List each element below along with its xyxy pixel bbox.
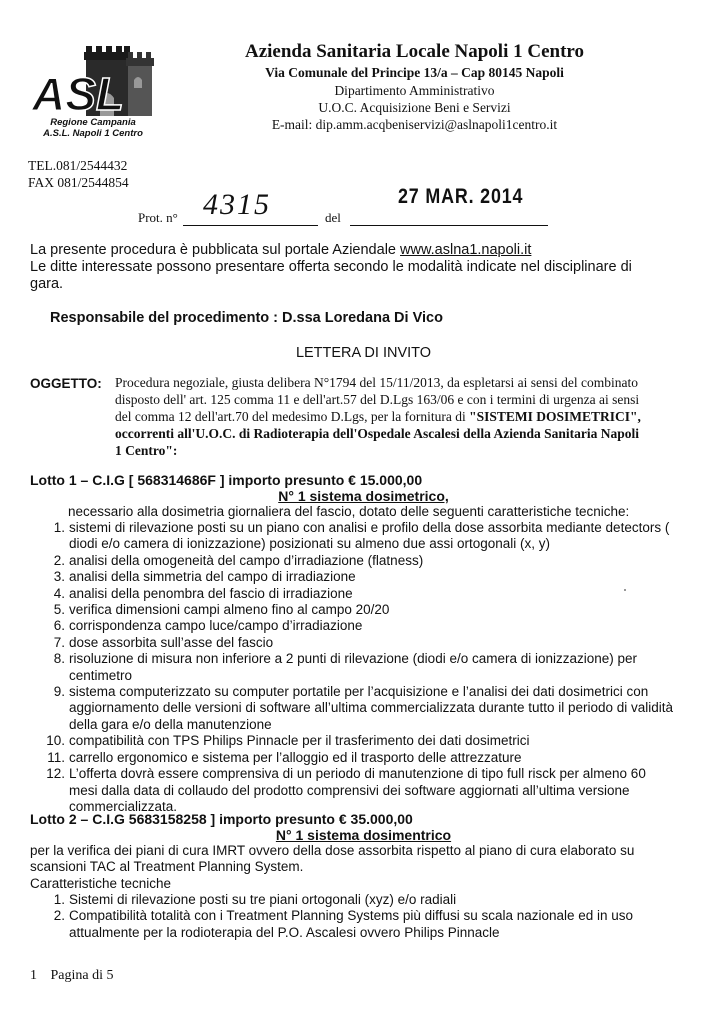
lot2-desc-line: Caratteristiche tecniche bbox=[30, 875, 172, 891]
procedure-manager: Responsabile del procedimento : D.ssa Loredana Di Vico bbox=[50, 310, 443, 326]
item-text: Sistemi di rilevazione posti su tre piani ortogonali (xyz) e/o radiali bbox=[69, 892, 457, 907]
intro-line2: Le ditte interessate possono presentare offerta secondo le modalità indicate nel disciplinare di bbox=[30, 259, 632, 275]
item-text: carrello ergonomico e sistema per l’alloggio ed il trasporto delle attrezzature bbox=[69, 749, 522, 765]
requirement-item bbox=[45, 618, 675, 634]
item-text: L’offerta dovrà essere comprensiva di un periodo di manutenzione di tipo full risck per almeno 60 mesi dalla data di collaudo del prodotto comprensivi dei software aggiornati all’ultima versione commercializzata. bbox=[69, 766, 646, 814]
item-number: 8. bbox=[53, 651, 65, 667]
protocol-number-line bbox=[183, 225, 318, 226]
requirement-item bbox=[45, 635, 675, 651]
org-email: E-mail: dip.amm.acqbeniservizi@aslnapoli1centro.it bbox=[271, 117, 558, 132]
lot2-description bbox=[30, 843, 634, 892]
subject-line: del comma 12 dell'art.70 del medesimo D.Lgs, per la fornitura di bbox=[115, 409, 470, 424]
logo-caption-region: Regione Campania bbox=[50, 117, 136, 128]
item-number: 4. bbox=[53, 585, 65, 601]
subject-line-bold: 1 Centro": bbox=[115, 443, 178, 458]
requirement-item bbox=[45, 651, 675, 684]
letterhead bbox=[232, 40, 597, 133]
page-footer bbox=[30, 968, 114, 984]
requirement-item bbox=[45, 892, 675, 908]
item-text: sistema computerizzato su computer portatile per l’acquisizione e l’analisi dei dati dosimetrici con aggiornamento delle versioni di software all’ultima commercializzata durante tutto il periodo di validità della gara e/o della manutenzione bbox=[69, 684, 674, 732]
item-text: dose assorbita sull’asse del fascio bbox=[69, 634, 274, 650]
item-number: 11. bbox=[47, 749, 65, 765]
requirement-item bbox=[45, 750, 675, 766]
logo-caption-asl: A.S.L. Napoli 1 Centro bbox=[43, 128, 143, 139]
page-number: 1 bbox=[30, 968, 37, 983]
requirement-item bbox=[45, 684, 675, 733]
document-title: LETTERA DI INVITO bbox=[295, 345, 432, 361]
svg-text:ASL: ASL bbox=[32, 68, 124, 120]
requirement-item bbox=[45, 908, 675, 941]
lot1-intro: necessario alla dosimetria giornaliera del fascio, dotato delle seguenti caratteristiche tecniche: bbox=[68, 504, 630, 519]
item-text: compatibilità con TPS Philips Pinnacle per il trasferimento dei dati dosimetrici bbox=[69, 733, 530, 749]
lot2-title: Lotto 2 – C.I.G 5683158258 ] importo presunto € 35.000,00 bbox=[30, 811, 413, 827]
portal-link[interactable]: www.aslna1.napoli.it bbox=[400, 242, 532, 258]
org-unit: U.O.C. Acquisizione Beni e Servizi bbox=[318, 100, 511, 115]
item-text: analisi della penombra del fascio di irradiazione bbox=[69, 585, 353, 601]
item-number: 5. bbox=[53, 602, 65, 618]
item-number: 10. bbox=[46, 733, 65, 749]
org-address: Via Comunale del Principe 13/a – Cap 80145 Napoli bbox=[265, 65, 564, 80]
lot2-desc-line: per la verifica dei piani di cura IMRT ovvero della dose assorbita rispetto al piano di cura elaborato su bbox=[30, 843, 635, 858]
requirement-item bbox=[45, 733, 675, 749]
item-text: risoluzione di misura non inferiore a 2 punti di rilevazione (diodi e/o camera di ionizzazione) per centimetro bbox=[69, 651, 638, 683]
telephone: TEL.081/2544432 bbox=[28, 158, 128, 173]
item-text: Compatibilità totalità con i Treatment Planning Systems più diffusi su scala nazionale ed in uso attualmente per la rodioterapia del P.O. Ascalesi ovvero Philips Pinnacle bbox=[69, 908, 634, 940]
item-number: 2. bbox=[53, 908, 65, 924]
item-number: 12. bbox=[46, 766, 65, 782]
requirement-item bbox=[45, 569, 675, 585]
fax: FAX 081/2544854 bbox=[28, 175, 129, 190]
subject-text bbox=[115, 374, 680, 459]
lot1-title: Lotto 1 – C.I.G [ 568314686F ] importo presunto € 15.000,00 bbox=[30, 472, 423, 488]
requirement-item bbox=[45, 586, 675, 602]
item-number: 3. bbox=[53, 569, 65, 585]
requirement-item bbox=[45, 520, 675, 553]
item-number: 1. bbox=[53, 892, 65, 907]
scan-dot bbox=[624, 589, 626, 591]
date-line bbox=[350, 225, 548, 226]
date-stamp: 27 MAR. 2014 bbox=[398, 185, 524, 208]
subject-highlight: "SISTEMI DOSIMETRICI", bbox=[469, 409, 641, 424]
lot1-requirements-list bbox=[45, 520, 675, 815]
item-number: 1. bbox=[53, 520, 65, 535]
requirement-item bbox=[45, 602, 675, 618]
item-text: sistemi di rilevazione posti su un piano con analisi e profilo della dose assorbita mediante detectors ( diodi e/o camera di ionizzazione) posizionati su almeno due assi ortogonali (x, y) bbox=[69, 520, 670, 552]
subject-line-bold: occorrenti all'U.O.C. di Radioterapia dell'Ospedale Ascalesi della Azienda Sanitaria Napoli bbox=[115, 426, 640, 441]
requirement-item bbox=[45, 766, 675, 815]
lot2-subtitle: N° 1 sistema dosimentrico bbox=[275, 827, 452, 843]
date-label: del bbox=[325, 210, 341, 225]
item-text: analisi della omogeneità del campo d’irradiazione (flatness) bbox=[69, 552, 424, 568]
item-number: 9. bbox=[53, 684, 65, 700]
page-label: Pagina di 5 bbox=[50, 968, 114, 983]
requirement-item bbox=[45, 553, 675, 569]
lot2-desc-line: scansioni TAC al Treatment Planning System. bbox=[30, 859, 304, 875]
lot1-subtitle: N° 1 sistema dosimetrico, bbox=[278, 488, 449, 504]
intro-line3: gara. bbox=[30, 276, 64, 292]
item-number: 6. bbox=[53, 618, 65, 634]
intro-line1: La presente procedura è pubblicata sul portale Aziendale bbox=[30, 242, 401, 258]
subject-line: disposto dell' art. 125 comma 11 e dell'art.57 del D.Lgs 163/06 e con i termini di urgenza ai sensi bbox=[115, 392, 640, 407]
asl-logo bbox=[28, 42, 158, 120]
subject-line: Procedura negoziale, giusta delibera N°1794 del 15/11/2013, da espletarsi ai sensi del combinato bbox=[115, 375, 638, 390]
protocol-label: Prot. n° bbox=[138, 210, 178, 225]
item-text: corrispondenza campo luce/campo d’irradiazione bbox=[69, 618, 363, 634]
lot2-requirements-list bbox=[45, 892, 675, 941]
item-text: analisi della simmetria del campo di irradiazione bbox=[69, 569, 356, 585]
protocol-number-handwritten: 4315 bbox=[203, 188, 271, 221]
item-text: verifica dimensioni campi almeno fino al campo 20/20 bbox=[69, 602, 390, 618]
intro-text bbox=[30, 242, 690, 293]
item-number: 7. bbox=[53, 634, 65, 650]
org-department: Dipartimento Amministrativo bbox=[334, 83, 495, 98]
item-number: 2. bbox=[53, 552, 65, 568]
subject-label: OGGETTO: bbox=[30, 376, 102, 391]
org-title: Azienda Sanitaria Locale Napoli 1 Centro bbox=[244, 41, 584, 62]
